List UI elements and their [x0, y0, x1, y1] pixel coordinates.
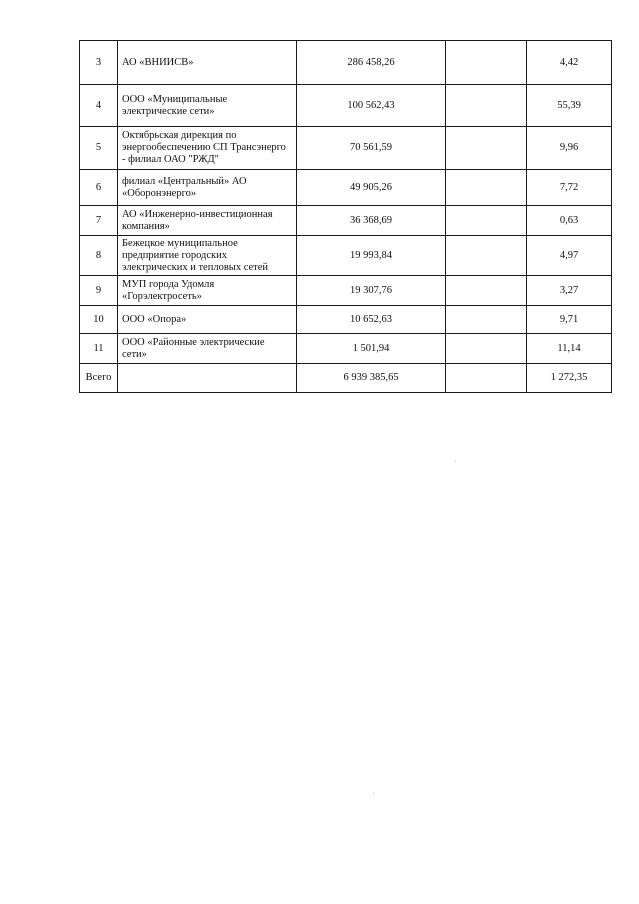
empty-cell [446, 170, 527, 206]
organization-name: АО «ВНИИСВ» [118, 41, 297, 85]
row-number: 8 [80, 236, 118, 276]
table-row [80, 276, 612, 306]
amount-value: 1 501,94 [297, 334, 446, 364]
table-row [80, 170, 612, 206]
table-row [80, 334, 612, 364]
total-amount-value: 6 939 385,65 [297, 364, 446, 393]
row-number: 11 [80, 334, 118, 364]
percent-value: 55,39 [527, 85, 612, 127]
percent-value: 9,71 [527, 306, 612, 334]
amount-value: 19 993,84 [297, 236, 446, 276]
table-row [80, 85, 612, 127]
total-percent-value: 1 272,35 [527, 364, 612, 393]
organization-name: Октябрьская дирекция по энергообеспечению СП Трансэнерго - филиал ОАО "РЖД" [118, 127, 297, 170]
organization-name: ООО «Муниципальные электрические сети» [118, 85, 297, 127]
row-number: 9 [80, 276, 118, 306]
scan-speck [373, 793, 374, 794]
organization-name: МУП города Удомля «Горэлектросеть» [118, 276, 297, 306]
percent-value: 0,63 [527, 206, 612, 236]
table-row [80, 127, 612, 170]
percent-value: 4,97 [527, 236, 612, 276]
amount-value: 100 562,43 [297, 85, 446, 127]
data-table [79, 40, 612, 393]
organization-name [118, 364, 297, 393]
percent-value: 11,14 [527, 334, 612, 364]
empty-cell [446, 206, 527, 236]
amount-value: 10 652,63 [297, 306, 446, 334]
empty-cell [446, 306, 527, 334]
amount-value: 49 905,26 [297, 170, 446, 206]
percent-value: 4,42 [527, 41, 612, 85]
empty-cell [446, 236, 527, 276]
table-row [80, 236, 612, 276]
row-number: 3 [80, 41, 118, 85]
empty-cell [446, 85, 527, 127]
organization-name: ООО «Районные электрические сети» [118, 334, 297, 364]
total-label: Всего [80, 364, 118, 393]
amount-value: 70 561,59 [297, 127, 446, 170]
empty-cell [446, 276, 527, 306]
amount-value: 286 458,26 [297, 41, 446, 85]
organization-name: Бежецкое муниципальное предприятие городских электрических и тепловых сетей [118, 236, 297, 276]
scan-speck [455, 460, 456, 461]
organization-name: филиал «Центральный» АО «Оборонэнерго» [118, 170, 297, 206]
amount-value: 19 307,76 [297, 276, 446, 306]
empty-cell [446, 127, 527, 170]
percent-value: 7,72 [527, 170, 612, 206]
table-row [80, 41, 612, 85]
row-number: 6 [80, 170, 118, 206]
table-row [80, 206, 612, 236]
table-row-total [80, 364, 612, 393]
row-number: 4 [80, 85, 118, 127]
row-number: 5 [80, 127, 118, 170]
organization-name: ООО «Опора» [118, 306, 297, 334]
organization-name: АО «Инженерно-инвестиционная компания» [118, 206, 297, 236]
row-number: 7 [80, 206, 118, 236]
empty-cell [446, 41, 527, 85]
amount-value: 36 368,69 [297, 206, 446, 236]
table-row [80, 306, 612, 334]
row-number: 10 [80, 306, 118, 334]
empty-cell [446, 364, 527, 393]
percent-value: 3,27 [527, 276, 612, 306]
empty-cell [446, 334, 527, 364]
percent-value: 9,96 [527, 127, 612, 170]
